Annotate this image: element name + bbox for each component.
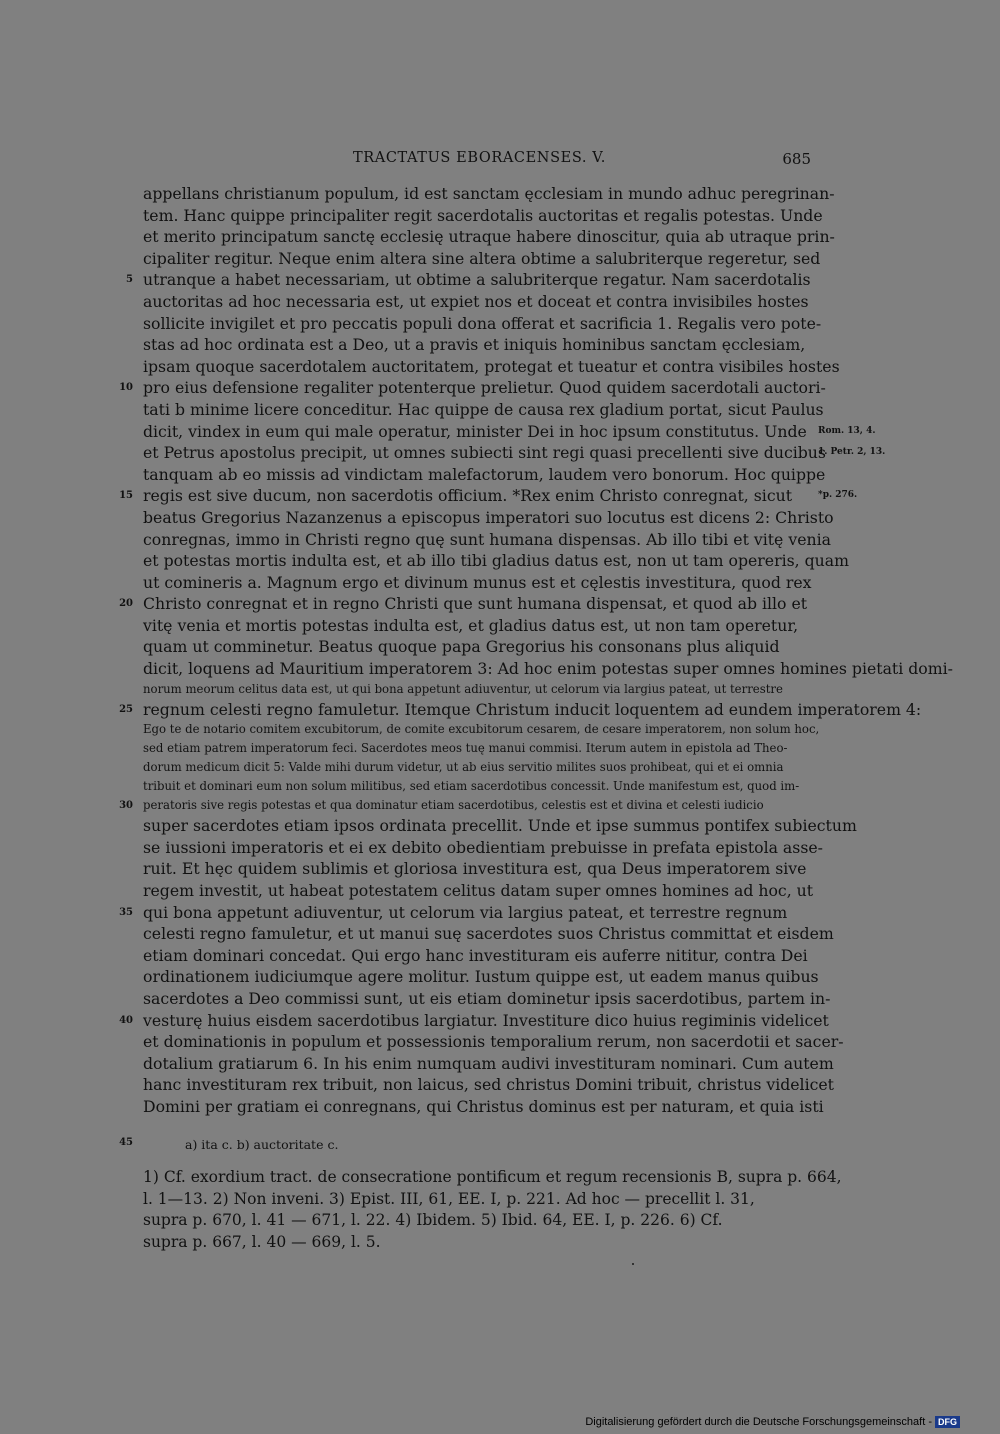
line-number: 40 <box>119 1014 133 1026</box>
line-number: 15 <box>119 490 133 502</box>
line-text: celesti regno famuletur, et ut manui suę sacerdotes suos Christus committat et eisdem <box>143 924 834 944</box>
text-line <box>143 205 823 227</box>
text-line <box>143 313 822 335</box>
text-line <box>143 1074 834 1096</box>
text-line <box>143 945 811 967</box>
line-text: etiam dominari concedat. Qui ergo hanc investituram eis auferre nititur, contra Dei <box>143 945 808 965</box>
text-line <box>143 966 819 988</box>
line-number: 45 <box>119 1137 133 1148</box>
digitization-text: Digitalisierung gefördert durch die Deutsche Forschungsgemeinschaft - <box>585 1416 932 1428</box>
text-line <box>143 291 811 313</box>
line-text: auctoritas ad hoc necessaria est, ut expiet nos et doceat et contra invisibiles hostes <box>143 291 809 311</box>
text-line <box>143 658 953 680</box>
line-text: beatus Gregorius Nazanzenus a episcopus imperatori suo locutus est dicens 2: Christo <box>143 507 834 527</box>
line-text: regis est sive ducum, non sacerdotis officium. *Rex enim Christo conregnat, sicut <box>143 486 793 506</box>
text-line <box>143 923 834 945</box>
line-text: appellans christianum populum, id est sanctam ęcclesiam in mundo adhuc peregrinan- <box>143 184 835 203</box>
text-line <box>143 507 834 529</box>
main-text <box>119 183 953 1118</box>
line-text: super sacerdotes etiam ipsos ordinata precellit. Unde et ipse summus pontifex subiectum <box>143 816 857 836</box>
text-line <box>143 248 821 270</box>
header-title: TRACTATUS EBORACENSES. V. <box>353 150 606 166</box>
line-text: Christo conregnat et in regno Christi que sunt humana dispensat, et quod ab illo et <box>143 594 808 614</box>
line-text: et dominationis in populum et possessionis temporalium rerum, non sacerdotii et sacer- <box>143 1032 844 1052</box>
text-line <box>143 334 811 356</box>
line-text: tribuit et dominari eum non solum militibus, sed etiam sacerdotibus concessit. Unde manifestum est, quod im- <box>143 779 800 794</box>
line-number: 20 <box>119 598 133 610</box>
text-line <box>119 485 858 507</box>
line-text: norum meorum celitus data est, ut qui bona appetunt adiuventur, ut celorum via largius pateat, ut terrestre <box>143 681 783 696</box>
text-line <box>119 902 811 924</box>
line-text: conregnas, immo in Christi regno quę sunt humana dispensas. Ab illo tibi et vitę venia <box>143 529 831 549</box>
line-text: dicit, loquens ad Mauritium imperatorem 3: Ad hoc enim potestas super omnes homines pietati domi- <box>143 659 953 679</box>
text-line <box>143 356 840 378</box>
text-line <box>119 593 811 615</box>
line-number: 30 <box>119 800 133 812</box>
line-number: 10 <box>119 382 133 394</box>
line-text: ipsam quoque sacerdotalem auctoritatem, protegat et tueatur et contra visibiles hostes <box>143 356 840 376</box>
running-header <box>143 150 811 172</box>
line-text: ut comineris a. Magnum ergo et divinum munus est et cęlestis investitura, quod rex <box>143 572 812 592</box>
text-line <box>119 796 811 815</box>
line-text: sollicite invigilet et pro peccatis populi dona offerat et sacrificia 1. Regalis vero pote- <box>143 313 822 333</box>
line-text: regnum celesti regno famuletur. Itemque Christum inducit loquentem ad eundem imperatorem 4: <box>143 699 922 719</box>
dfg-logo: DFG <box>935 1416 960 1428</box>
speck <box>632 1263 634 1265</box>
text-line <box>143 858 811 880</box>
text-line <box>143 636 811 658</box>
text-line <box>143 880 814 902</box>
line-text: Domini per gratiam ei conregnans, qui Christus dominus est per naturam, et quia isti <box>143 1096 824 1116</box>
textual-notes <box>119 1137 811 1157</box>
text-line <box>143 815 857 837</box>
line-text: vitę venia et mortis potestas indulta est, et gladius datus est, ut non tam operetur, <box>143 615 799 635</box>
text-line <box>143 464 826 486</box>
line-text: peratoris sive regis potestas et qua dominatur etiam sacerdotibus, celestis est et divina et celesti iudicio <box>143 798 764 813</box>
line-text: sacerdotes a Deo commissi sunt, ut eis etiam dominetur ipsis sacerdotibus, partem in- <box>143 989 831 1008</box>
footnotes <box>143 1167 842 1253</box>
text-line <box>143 777 811 796</box>
line-text: qui bona appetunt adiuventur, ut celorum via largius pateat, et terrestre regnum <box>143 902 788 922</box>
line-text: ordinationem iudiciumque agere molitur. Iustum quippe est, ut eadem manus quibus <box>143 967 819 987</box>
line-number: 25 <box>119 703 133 715</box>
line-text: se iussioni imperatoris et ei ex debito obedientiam prebuisse in prefata epistola asse- <box>143 837 823 857</box>
line-text: hanc investituram rex tribuit, non laicus, sed christus Domini tribuit, christus videlicet <box>143 1075 834 1095</box>
line-text: stas ad hoc ordinata est a Deo, ut a pravis et iniquis hominibus sanctam ęcclesiam, <box>143 335 806 355</box>
line-text: et Petrus apostolus precipit, ut omnes subiecti sint regi quasi precellenti sive ducibus <box>143 443 826 463</box>
footnote-line: 1) Cf. exordium tract. de consecratione pontificum et regum recensionis B, supra p. 664, <box>143 1168 842 1186</box>
margin-reference: 1. Petr. 2, 13. <box>818 447 886 458</box>
line-text: ruit. Et hęc quidem sublimis et gloriosa investitura est, qua Deus imperatorem sive <box>143 859 807 879</box>
line-text: tem. Hanc quippe principaliter regit sacerdotalis auctoritas et regalis potestas. Unde <box>143 205 823 225</box>
line-text: dotalium gratiarum 6. In his enim numquam audivi investituram nominari. Cum autem <box>143 1053 834 1073</box>
line-text: regem investit, ut habeat potestatem celitus datam super omnes homines ad hoc, ut <box>143 881 814 901</box>
text-line <box>143 615 811 637</box>
text-line <box>143 1053 834 1075</box>
text-line <box>143 1031 844 1053</box>
line-text: Ego te de notario comitem excubitorum, de comite excubitorum cesarem, de cesare imperatorem, non solum hoc, <box>143 722 820 737</box>
text-line <box>143 837 823 859</box>
line-text: pro eius defensione regaliter potenterque prelietur. Quod quidem sacerdotali auctori- <box>143 378 826 398</box>
line-number: 5 <box>126 274 133 286</box>
footnote-line: supra p. 667, l. 40 — 669, l. 5. <box>143 1232 381 1251</box>
text-line <box>143 550 849 572</box>
footnote-line: supra p. 670, l. 41 — 671, l. 22. 4) Ibidem. 5) Ibid. 64, EE. I, p. 226. 6) Cf. <box>143 1211 723 1229</box>
digitization-credit <box>585 1416 960 1428</box>
text-line <box>143 739 811 758</box>
notes-text: a) ita c. b) auctoritate c. <box>185 1137 339 1152</box>
text-line <box>143 421 876 443</box>
line-text: dorum medicum dicit 5: Valde mihi durum videtur, ut ab eius servitio milites suos prohibeat, qui et ei omnia <box>143 760 784 775</box>
line-text: tati b minime licere conceditur. Hac quippe de causa rex gladium portat, sicut Paulus <box>143 399 824 419</box>
text-line <box>143 529 831 551</box>
margin-reference: Rom. 13, 4. <box>818 425 876 436</box>
footnote-line: l. 1—13. 2) Non inveni. 3) Epist. III, 61, EE. I, p. 221. Ad hoc — precellit l. 31, <box>143 1189 755 1208</box>
line-text: quam ut comminetur. Beatus quoque papa Gregorius his consonans plus aliquid <box>143 637 780 657</box>
margin-reference: *p. 276. <box>818 490 858 501</box>
page-number: 685 <box>782 150 811 168</box>
text-line <box>143 1096 824 1118</box>
text-line <box>143 226 835 248</box>
line-text: utranque a habet necessariam, ut obtime a salubriterque regatur. Nam sacerdotalis <box>143 270 811 290</box>
text-line <box>143 758 811 777</box>
line-number: 35 <box>119 906 133 918</box>
text-line <box>119 377 826 399</box>
line-text: vesturę huius eisdem sacerdotibus largiatur. Investiture dico huius regiminis videlicet <box>143 1010 829 1030</box>
text-line <box>119 1010 829 1032</box>
text-line <box>143 399 824 421</box>
line-text: et potestas mortis indulta est, et ab illo tibi gladius datus est, non ut tam opereris, quam <box>143 551 849 571</box>
line-text: dicit, vindex in eum qui male operatur, minister Dei in hoc ipsum constitutus. Unde <box>143 421 807 441</box>
text-line <box>143 572 811 594</box>
text-line <box>126 269 811 291</box>
text-line <box>119 699 922 721</box>
line-text: cipaliter regitur. Neque enim altera sine altera obtime a salubriterque regeretur, sed <box>143 248 821 268</box>
text-line <box>143 988 831 1010</box>
line-text: tanquam ab eo missis ad vindictam malefactorum, laudem vero bonorum. Hoc quippe <box>143 464 826 484</box>
line-text: sed etiam patrem imperatorum feci. Sacerdotes meos tuę manui commisi. Iterum autem in epistola ad Theo- <box>143 741 788 756</box>
text-line <box>143 442 886 464</box>
text-line <box>143 720 820 739</box>
text-line <box>143 183 835 205</box>
text-line <box>143 680 811 699</box>
line-text: et merito principatum sanctę ecclesię utraque habere dinoscitur, quia ab utraque prin- <box>143 227 835 247</box>
